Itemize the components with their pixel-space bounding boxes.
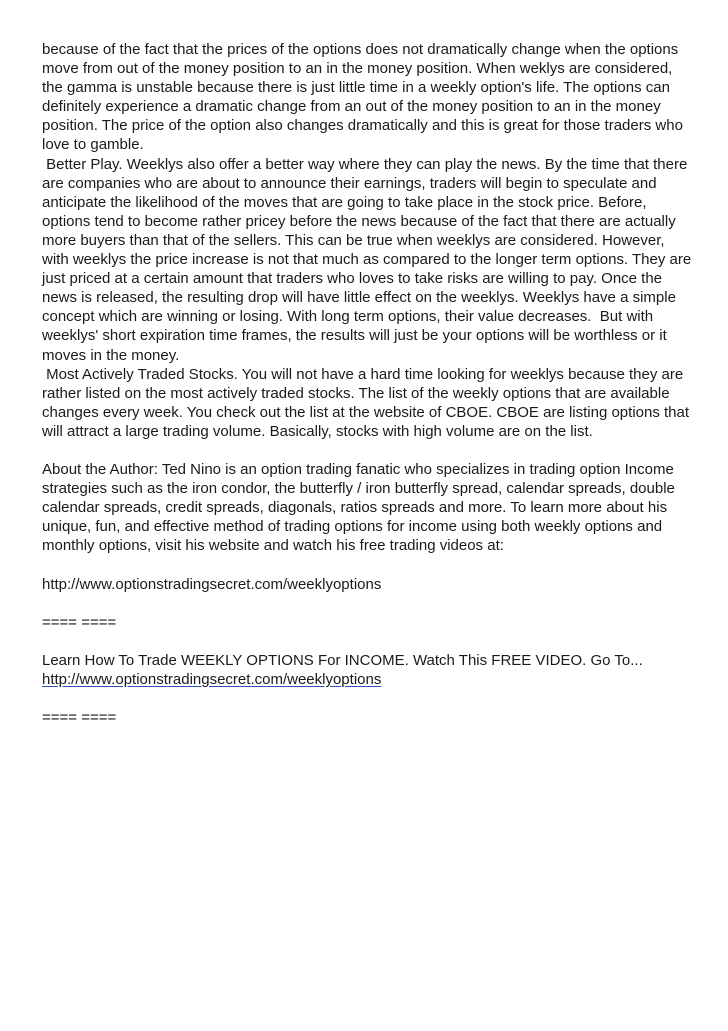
text-line: strategies such as the iron condor, the butterfly / iron butterfly spread, calendar spreads, double xyxy=(42,480,675,498)
document-page xyxy=(42,40,692,727)
paragraph-gamma xyxy=(42,40,688,155)
separator: ==== ==== xyxy=(42,709,117,727)
text-line: Most Actively Traded Stocks. You will not have a hard time looking for weeklys because they are xyxy=(42,365,684,383)
spacer xyxy=(42,594,688,613)
separator: ==== ==== xyxy=(42,613,117,631)
text-line: monthly options, visit his website and watch his free trading videos at: xyxy=(42,537,504,555)
text-line: changes every week. You check out the list at the website of CBOE. CBOE are listing options that xyxy=(42,403,690,421)
text-line: move from out of the money position to an in the money position. When weklys are considered, xyxy=(42,60,673,78)
cta-text: Learn How To Trade WEEKLY OPTIONS For INCOME. Watch This FREE VIDEO. Go To... xyxy=(42,652,643,669)
spacer xyxy=(42,556,688,575)
text-line: unique, fun, and effective method of trading options for income using both weekly options and xyxy=(42,518,663,536)
text-line: Better Play. Weeklys also offer a better way where they can play the news. By the time that there xyxy=(42,155,688,173)
text-line: because of the fact that the prices of the options does not dramatically change when the options xyxy=(42,41,679,58)
cta-line xyxy=(42,670,688,689)
text-line: About the Author: Ted Nino is an option trading fanatic who specializes in trading option Income xyxy=(42,461,674,479)
text-line: options tend to become rather pricey before the news because of the fact that there are actually xyxy=(42,212,676,230)
paragraph-better-play xyxy=(42,155,692,365)
text-line: more buyers than that of the sellers. This can be true when weeklys are considered. However, xyxy=(42,231,665,249)
spacer xyxy=(42,632,688,651)
text-line: love to gamble. xyxy=(42,136,144,154)
paragraph-most-traded xyxy=(42,365,688,441)
text-line: definitely experience a dramatic change from an out of the money position to an in the money xyxy=(42,98,661,116)
text-line: calendar spreads, credit spreads, diagonals, ratios spreads and more. To learn more about his xyxy=(42,499,668,517)
text-line: with weeklys the price increase is not that much as compared to the longer term options. They are xyxy=(42,251,692,269)
text-line: position. The price of the option also changes dramatically and this is great for those traders who xyxy=(42,117,683,135)
text-line: are companies who are about to announce their earnings, traders will begin to speculate and xyxy=(42,174,657,192)
text-line: will attract a large trading volume. Basically, stocks with high volume are on the list. xyxy=(42,422,593,440)
author-url: http://www.optionstradingsecret.com/weeklyoptions xyxy=(42,575,382,593)
cta-link[interactable]: http://www.optionstradingsecret.com/weeklyoptions xyxy=(42,671,382,689)
text-line: weeklys' short expiration time frames, the results will just be your options will be worthless or it xyxy=(42,327,667,345)
text-line: just priced at a certain amount that traders who loves to take risks are willing to pay. Once the xyxy=(42,270,663,288)
text-line: news is released, the resulting drop will have little effect on the weeklys. Weeklys have a simple xyxy=(42,289,676,307)
spacer xyxy=(42,689,688,708)
text-line: anticipate the likelihood of the moves that are going to take place in the stock price. Before, xyxy=(42,193,647,211)
text-line: moves in the money. xyxy=(42,346,180,364)
text-line: the gamma is unstable because there is just little time in a weekly option's life. The options can xyxy=(42,79,670,97)
author-bio xyxy=(42,460,688,555)
text-line: rather listed on the most actively traded stocks. The list of the weekly options that are available xyxy=(42,384,670,402)
spacer xyxy=(42,441,688,460)
text-line: concept which are winning or losing. With long term options, their value decreases. But with xyxy=(42,308,654,326)
